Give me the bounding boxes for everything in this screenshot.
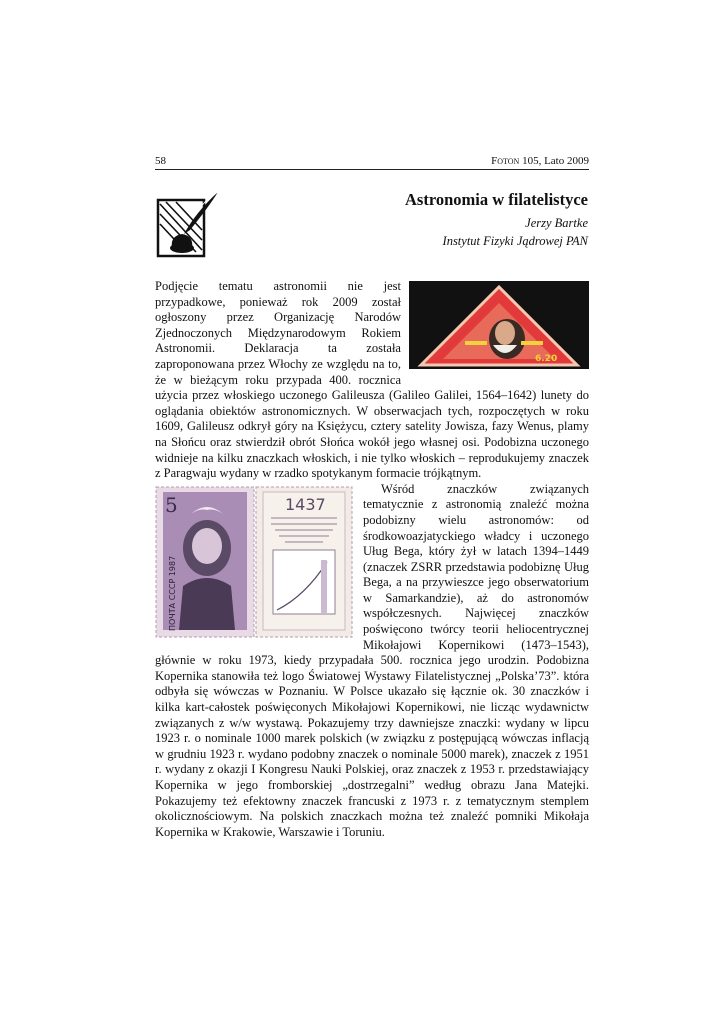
- article-body: [155, 279, 589, 840]
- page-number: 58: [155, 155, 166, 167]
- galileo-stamp-value: 6.20: [535, 354, 558, 364]
- paragraph-2: Wśród znaczków związanych tematycznie z astronomią znaleźć można podobizny wielu astronomów: od środkowoazjatyckiego władcy i uczonego Uług Bega, który żył w latach 1394–1449 (znaczek ZSRR przedstawia podobiznę Uług Bega, a na przywieszce jego obserwatorium w Samarkandzie), aż do astronomów współczesnych. Najwięcej znaczków poświęcono twórcy teorii heliocentrycznej Mikołajowi Kopernikowi (1473–1543), głównie w roku 1973, kiedy przypadała 500. rocznica jego urodzin. Podobizna Kopernika stanowiła też logo Światowej Wystawy Filatelistycznej „Polska’73”. która odbyła się wówczas w Poznaniu. W Polsce ukazało się łącznie ok. 30 znaczków i kilka kart-całostek poświęconych Mikołajowi Kopernikowi, nie licząc wydawnictw związanych z w/w wystawą. Pokazujemy trzy dawniejsze znaczki: wydany w lipcu 1923 r. o nominale 1000 marek polskich (w związku z postępującą wówczas inflacją w grudniu 1923 r. wydano podobny znaczek o nominale 5000 marek), znaczek z 1951 r. wydany z okazji I Kongresu Nauki Polskiej, oraz znaczek z 1953 r. przedstawiający Kopernika w jego fromborskiej „dostrzegalni” według obrazu Jana Matejki. Pokazujemy też efektowny znaczek francuski z 1973 r. z tematycznym stemplem okolicznościowym. Na polskich znaczkach można też znaleźć pomniki Mikołaja Kopernika w Krakowie, Warszawie i Toruniu.: [155, 481, 589, 839]
- paragraph-1: Podjęcie tematu astronomii nie jest przypadkowe, ponieważ rok 2009 został ogłoszony przez Organizację Narodów Zjednoczonych Międzynarodowym Rokiem Astronomii. Deklaracja ta została zaproponowana przez Włochy ze względu na to, że w bieżącym roku przypada 400. rocznica użycia przez włoskiego uczonego Galileusza (Galileo Galilei, 1564–1642) lunety do oglądania obiektów astronomicznych. W obserwacjach tych, rozpoczętych w roku 1609, Galileusz odkrył góry na Księżycu, cztery satelity Jowisza, fazy Wenus, plamy na Słońcu oraz stwierdził obrót Słońca wokół jego własnej osi. Podobizna uczonego widnieje na kilku znaczkach włoskich, i nie tylko włoskich – reprodukujemy znaczek z Paragwaju wydany w rzadko spotykanym formacie trójkątnym.: [155, 279, 589, 481]
- header-rule: [155, 169, 589, 170]
- article-affiliation: Instytut Fizyki Jądrowej PAN: [442, 234, 588, 248]
- ulugh-beg-stamp-country: ПОЧТА СССР 1987: [168, 555, 177, 631]
- article-author: Jerzy Bartke: [525, 216, 588, 230]
- article-title: Astronomia w filatelistyce: [405, 190, 588, 209]
- journal-first-letter: F: [491, 155, 498, 167]
- galileo-stamp-image: [409, 281, 589, 369]
- ulugh-beg-stamp-year: 1437: [285, 494, 326, 514]
- ulugh-beg-stamps-image: [155, 486, 353, 638]
- quill-inkpot-icon: [156, 190, 222, 258]
- journal-name: oton: [497, 155, 520, 167]
- journal-header: [491, 155, 589, 167]
- journal-issue: 105, Lato 2009: [519, 155, 589, 167]
- ulugh-beg-stamp-value: 5: [165, 492, 178, 517]
